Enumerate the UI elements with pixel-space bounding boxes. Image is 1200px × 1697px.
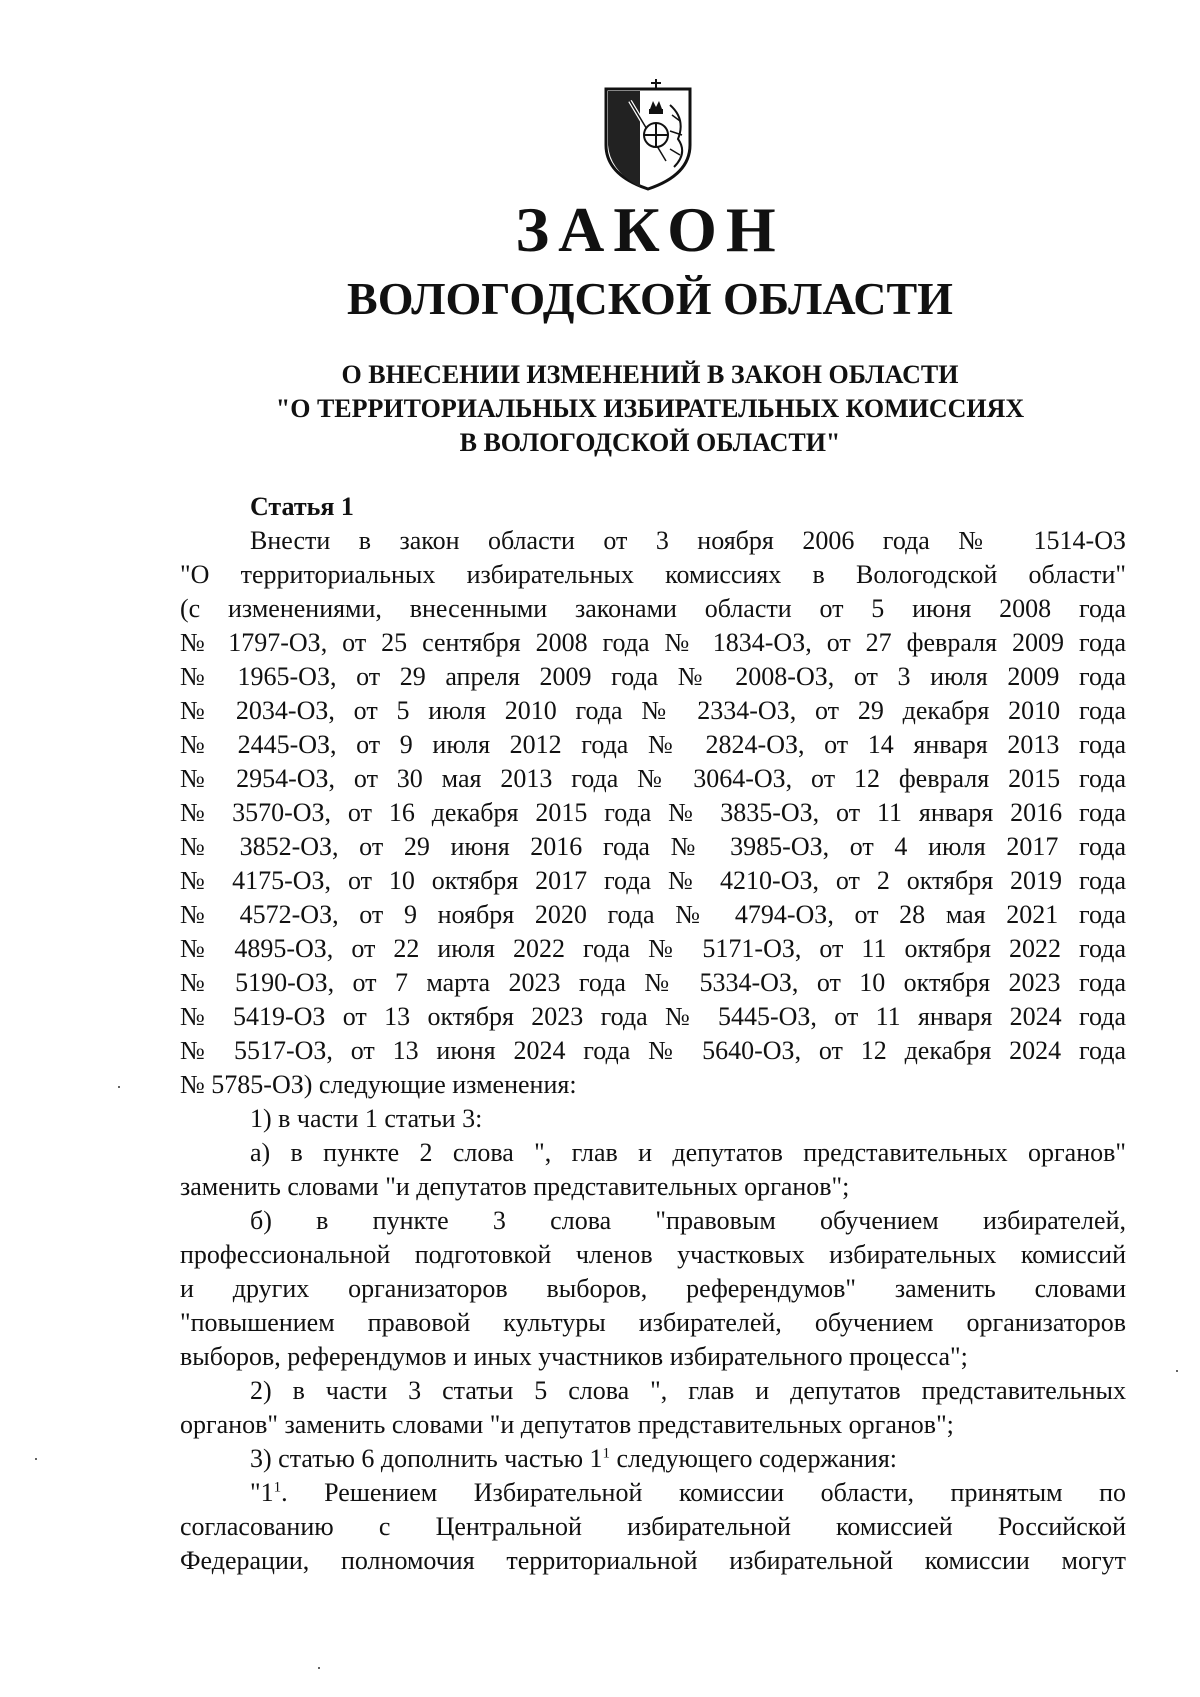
text-line: выборов, референдумов и иных участников избирательного процесса"; (180, 1342, 968, 1371)
quote-first: . Решением Избирательной комиссии области, принятым по (281, 1478, 1126, 1507)
text-line: (с изменениями, внесенными законами области от 5 июня 2008 года (180, 594, 1126, 623)
text-line: № 5517-ОЗ, от 13 июня 2024 года № 5640-ОЗ, от 12 декабря 2024 года (180, 1036, 1126, 1065)
quoted-part (180, 1476, 1126, 1578)
item-1b (180, 1204, 1126, 1374)
subject-line: "О ТЕРРИТОРИАЛЬНЫХ ИЗБИРАТЕЛЬНЫХ КОМИССИЯХ (275, 394, 1025, 423)
superscript: 1 (602, 1445, 611, 1462)
text-line: № 2954-ОЗ, от 30 мая 2013 года № 3064-ОЗ, от 12 февраля 2015 года (180, 764, 1126, 793)
item-3-text: 3) статью 6 дополнить частью 1 (250, 1444, 603, 1473)
text-line: профессиональной подготовкой членов участковых избирательных комиссий (180, 1240, 1126, 1269)
law-title: ЗАКОН (515, 194, 785, 265)
region-title: ВОЛОГОДСКОЙ ОБЛАСТИ (347, 273, 953, 324)
text-line: Федерации, полномочия территориальной избирательной комиссии могут (180, 1546, 1126, 1575)
text-line: № 5785-ОЗ) следующие изменения: (180, 1070, 577, 1099)
text-line: "О территориальных избирательных комиссиях в Вологодской области" (180, 560, 1126, 589)
text-line: № 3852-ОЗ, от 29 июня 2016 года № 3985-ОЗ, от 4 июля 2017 года (180, 832, 1126, 861)
text-line: и других организаторов выборов, референдумов" заменить словами (180, 1274, 1126, 1303)
text-line: № 3570-ОЗ, от 16 декабря 2015 года № 3835-ОЗ, от 11 января 2016 года (180, 798, 1126, 827)
text-line (250, 1476, 1126, 1510)
article-body (180, 490, 1126, 1578)
text-line: № 1965-ОЗ, от 29 апреля 2009 года № 2008-ОЗ, от 3 июля 2009 года (180, 662, 1126, 691)
text-line: согласованию с Центральной избирательной комиссией Российской (180, 1512, 1126, 1541)
scan-speck (118, 1086, 120, 1088)
text-line: № 2445-ОЗ, от 9 июля 2012 года № 2824-ОЗ, от 14 января 2013 года (180, 730, 1126, 759)
text-line: "повышением правовой культуры избирателей, обучением организаторов (180, 1308, 1126, 1337)
text-line: № 4175-ОЗ, от 10 октября 2017 года № 4210-ОЗ, от 2 октября 2019 года (180, 866, 1126, 895)
quote-open: "1 (250, 1478, 274, 1507)
text-line: а) в пункте 2 слова ", глав и депутатов представительных органов" (250, 1138, 1126, 1167)
text-line: № 2034-ОЗ, от 5 июля 2010 года № 2334-ОЗ, от 29 декабря 2010 года (180, 696, 1126, 725)
text-line: Внести в закон области от 3 ноября 2006 года № 1514-ОЗ (250, 526, 1126, 555)
coat-of-arms-emblem (600, 75, 696, 193)
text-line: № 4572-ОЗ, от 9 ноября 2020 года № 4794-ОЗ, от 28 мая 2021 года (180, 900, 1126, 929)
text-line: заменить словами "и депутатов представительных органов"; (180, 1172, 850, 1201)
subject-line: О ВНЕСЕНИИ ИЗМЕНЕНИЙ В ЗАКОН ОБЛАСТИ (341, 360, 959, 389)
item-2 (180, 1374, 1126, 1442)
law-subject (180, 358, 1120, 460)
text-line: № 5419-ОЗ от 13 октября 2023 года № 5445-ОЗ, от 11 января 2024 года (180, 1002, 1126, 1031)
subject-line: В ВОЛОГОДСКОЙ ОБЛАСТИ" (459, 428, 841, 457)
text-line: 2) в части 3 статьи 5 слова ", глав и депутатов представительных (250, 1376, 1126, 1405)
text-line: б) в пункте 3 слова "правовым обучением избирателей, (250, 1206, 1126, 1235)
item-1a (180, 1136, 1126, 1204)
text-line: органов" заменить словами "и депутатов представительных органов"; (180, 1410, 954, 1439)
scan-speck (1176, 1370, 1178, 1372)
scan-speck (318, 1667, 320, 1669)
item-3-tail: следующего содержания: (610, 1444, 898, 1473)
article-heading: Статья 1 (250, 492, 354, 521)
article-intro (180, 524, 1126, 1102)
text-line: № 1797-ОЗ, от 25 сентября 2008 года № 1834-ОЗ, от 27 февраля 2009 года (180, 628, 1126, 657)
item-3 (250, 1442, 1126, 1476)
item-1: 1) в части 1 статьи 3: (250, 1104, 483, 1133)
text-line: № 4895-ОЗ, от 22 июля 2022 года № 5171-ОЗ, от 11 октября 2022 года (180, 934, 1126, 963)
text-line: № 5190-ОЗ, от 7 марта 2023 года № 5334-ОЗ, от 10 октября 2023 года (180, 968, 1126, 997)
scan-speck (35, 1458, 37, 1460)
superscript: 1 (273, 1479, 282, 1496)
